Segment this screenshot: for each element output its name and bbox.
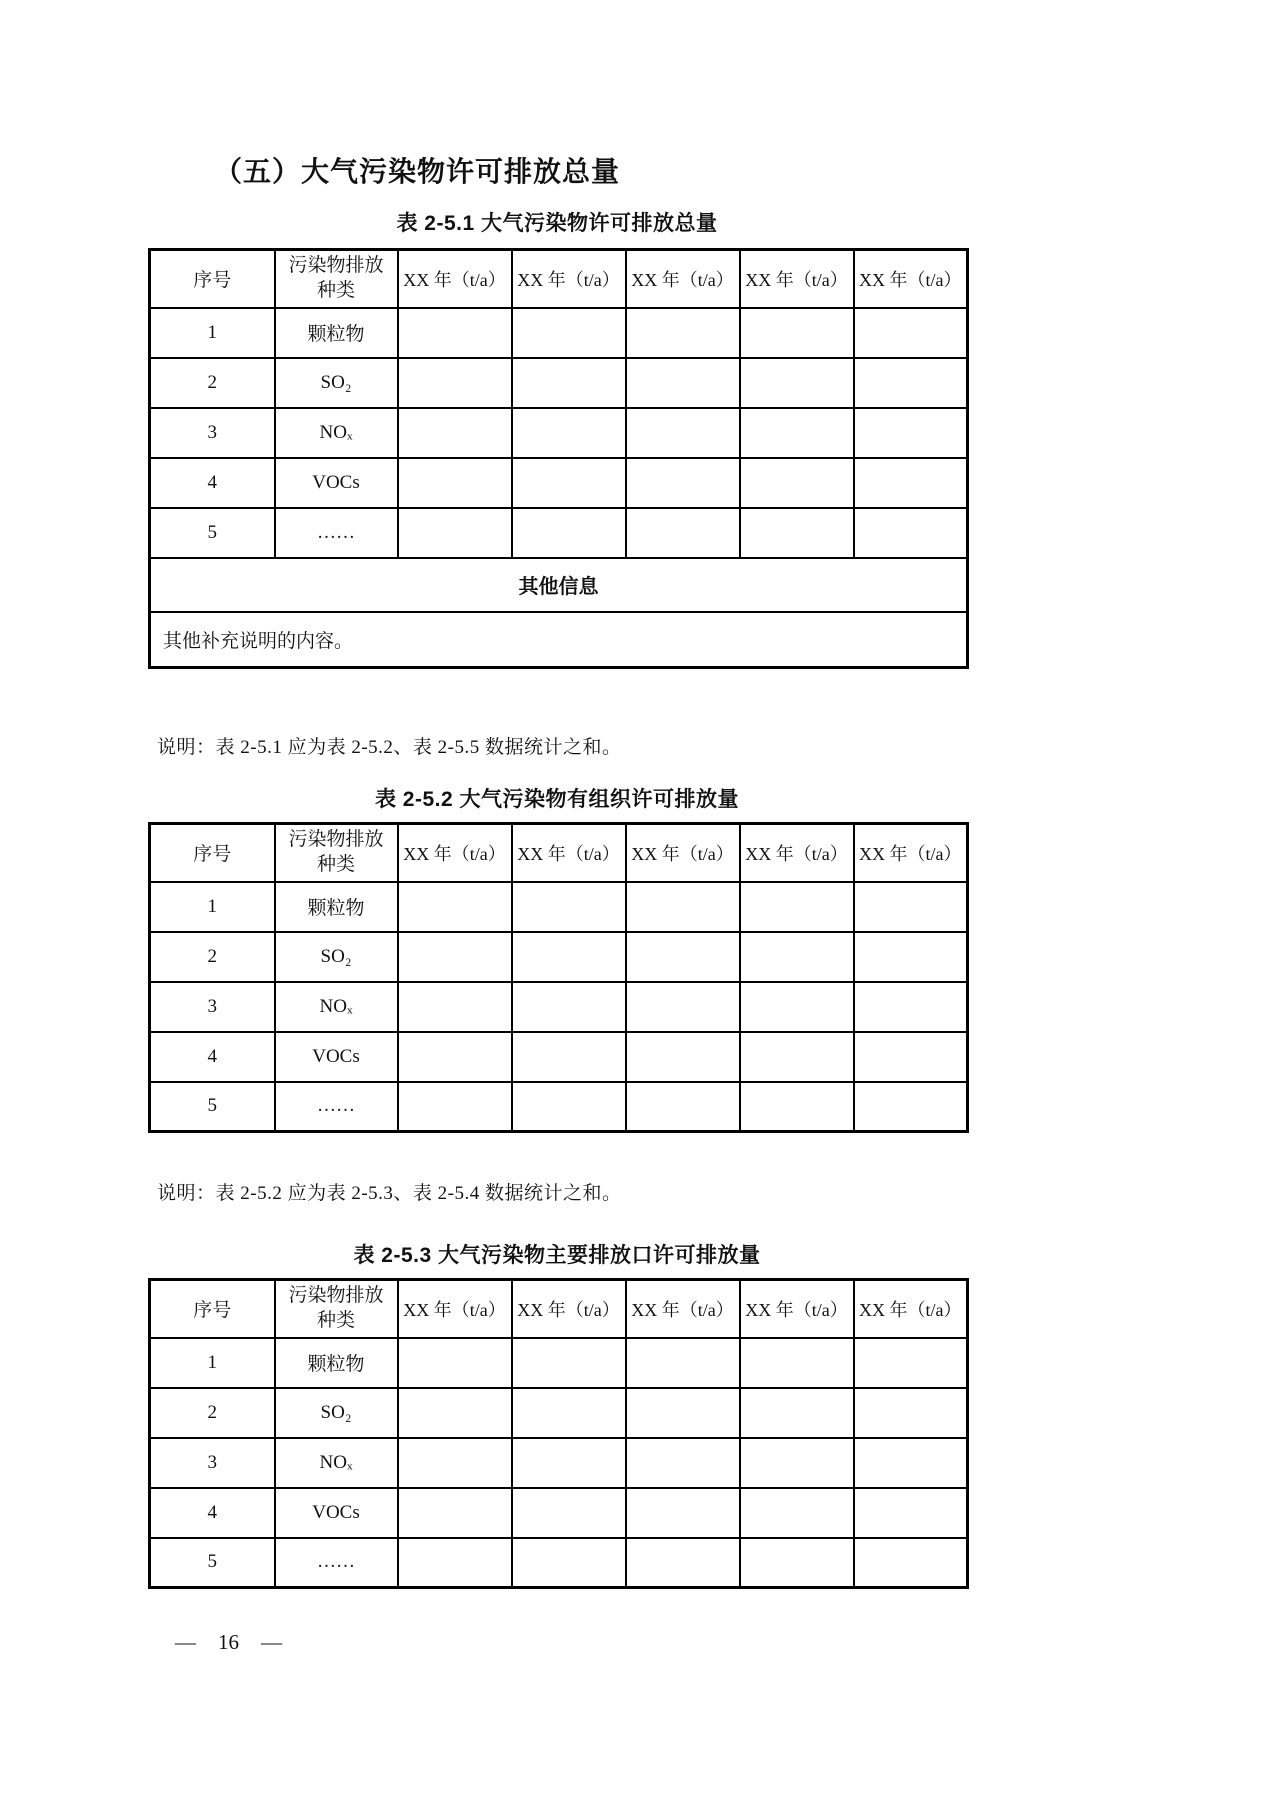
col-year-header: XX 年（t/a） — [740, 1280, 854, 1338]
col-pollutant-header: 污染物排放种类 — [275, 824, 398, 882]
col-pollutant-header: 污染物排放种类 — [275, 1280, 398, 1338]
col-seq-header: 序号 — [150, 1280, 275, 1338]
pollutant-cell: …… — [275, 508, 398, 558]
pollutant-cell: SO₂ — [275, 1388, 398, 1438]
value-cell — [626, 1438, 740, 1488]
value-cell — [512, 1338, 626, 1388]
value-cell — [512, 1082, 626, 1132]
value-cell — [626, 1338, 740, 1388]
pollutant-cell: SO₂ — [275, 932, 398, 982]
seq-cell: 3 — [150, 408, 275, 458]
table-row — [150, 882, 968, 932]
footer-dash-left: — — [175, 1630, 196, 1654]
value-cell — [626, 932, 740, 982]
value-cell — [626, 882, 740, 932]
col-year-header: XX 年（t/a） — [512, 824, 626, 882]
col-year-header: XX 年（t/a） — [854, 1280, 968, 1338]
pollutant-cell: 颗粒物 — [275, 1338, 398, 1388]
value-cell — [626, 308, 740, 358]
value-cell — [626, 1032, 740, 1082]
seq-cell: 1 — [150, 308, 275, 358]
seq-cell: 2 — [150, 358, 275, 408]
value-cell — [740, 1032, 854, 1082]
value-cell — [512, 932, 626, 982]
value-cell — [854, 1538, 968, 1588]
value-cell — [398, 1538, 512, 1588]
value-cell — [512, 1438, 626, 1488]
value-cell — [398, 882, 512, 932]
seq-cell: 2 — [150, 1388, 275, 1438]
other-info-content: 其他补充说明的内容。 — [150, 612, 968, 668]
value-cell — [740, 932, 854, 982]
pollutant-cell: 颗粒物 — [275, 882, 398, 932]
value-cell — [512, 308, 626, 358]
table-row — [150, 1338, 968, 1388]
value-cell — [626, 1388, 740, 1438]
value-cell — [740, 1538, 854, 1588]
value-cell — [740, 458, 854, 508]
table-header-row — [150, 824, 968, 882]
pollutant-cell: …… — [275, 1082, 398, 1132]
col-year-header: XX 年（t/a） — [512, 1280, 626, 1338]
value-cell — [740, 1338, 854, 1388]
value-cell — [740, 1488, 854, 1538]
col-year-header: XX 年（t/a） — [398, 250, 512, 308]
table-2-5-1-title: 表 2-5.1 大气污染物许可排放总量 — [396, 212, 718, 235]
other-info-row — [150, 558, 968, 612]
table-row — [150, 1488, 968, 1538]
value-cell — [854, 308, 968, 358]
value-cell — [854, 1338, 968, 1388]
value-cell — [740, 982, 854, 1032]
table-2-5-3-title: 表 2-5.3 大气污染物主要排放口许可排放量 — [353, 1244, 761, 1267]
value-cell — [854, 932, 968, 982]
table-row — [150, 1082, 968, 1132]
pollutant-cell: 颗粒物 — [275, 308, 398, 358]
value-cell — [854, 882, 968, 932]
col-year-header: XX 年（t/a） — [854, 250, 968, 308]
value-cell — [398, 932, 512, 982]
table-row — [150, 932, 968, 982]
pollutant-cell: NOₓ — [275, 1438, 398, 1488]
seq-cell: 4 — [150, 458, 275, 508]
value-cell — [398, 308, 512, 358]
pollutant-cell: …… — [275, 1538, 398, 1588]
seq-cell: 5 — [150, 508, 275, 558]
col-year-header: XX 年（t/a） — [740, 824, 854, 882]
value-cell — [626, 1538, 740, 1588]
value-cell — [854, 408, 968, 458]
value-cell — [854, 508, 968, 558]
col-pollutant-header: 污染物排放种类 — [275, 250, 398, 308]
value-cell — [512, 1538, 626, 1588]
value-cell — [740, 882, 854, 932]
table-2-5-2-title: 表 2-5.2 大气污染物有组织许可排放量 — [374, 788, 740, 811]
value-cell — [512, 458, 626, 508]
col-year-header: XX 年（t/a） — [398, 1280, 512, 1338]
table-header-row — [150, 1280, 968, 1338]
col-year-header: XX 年（t/a） — [740, 250, 854, 308]
value-cell — [398, 358, 512, 408]
pollutant-cell: VOCs — [275, 1488, 398, 1538]
seq-cell: 5 — [150, 1538, 275, 1588]
value-cell — [854, 1032, 968, 1082]
value-cell — [626, 508, 740, 558]
value-cell — [854, 358, 968, 408]
table-2-5-2 — [148, 822, 969, 1133]
value-cell — [398, 1082, 512, 1132]
col-seq-header: 序号 — [150, 250, 275, 308]
value-cell — [398, 1488, 512, 1538]
table-row — [150, 1438, 968, 1488]
value-cell — [740, 308, 854, 358]
value-cell — [398, 508, 512, 558]
value-cell — [854, 458, 968, 508]
col-year-header: XX 年（t/a） — [398, 824, 512, 882]
pollutant-cell: SO₂ — [275, 358, 398, 408]
section-heading: （五）大气污染物许可排放总量 — [214, 157, 621, 188]
table-2-5-1 — [148, 248, 969, 669]
value-cell — [512, 982, 626, 1032]
seq-cell: 1 — [150, 882, 275, 932]
col-year-header: XX 年（t/a） — [626, 824, 740, 882]
value-cell — [398, 1438, 512, 1488]
value-cell — [512, 882, 626, 932]
seq-cell: 4 — [150, 1488, 275, 1538]
seq-cell: 3 — [150, 1438, 275, 1488]
seq-cell: 5 — [150, 1082, 275, 1132]
value-cell — [512, 1388, 626, 1438]
pollutant-cell: VOCs — [275, 458, 398, 508]
table-row — [150, 358, 968, 408]
value-cell — [854, 1488, 968, 1538]
value-cell — [854, 982, 968, 1032]
other-info-label: 其他信息 — [150, 558, 968, 612]
table-row — [150, 982, 968, 1032]
table-2-5-1-note: 说明：表 2-5.1 应为表 2-5.2、表 2-5.5 数据统计之和。 — [157, 737, 622, 758]
value-cell — [512, 508, 626, 558]
value-cell — [854, 1388, 968, 1438]
value-cell — [740, 508, 854, 558]
value-cell — [398, 1338, 512, 1388]
table-row — [150, 308, 968, 358]
table-header-row — [150, 250, 968, 308]
footer-dash-right: — — [261, 1630, 282, 1654]
value-cell — [512, 408, 626, 458]
value-cell — [398, 1032, 512, 1082]
value-cell — [512, 1488, 626, 1538]
value-cell — [626, 982, 740, 1032]
value-cell — [398, 982, 512, 1032]
value-cell — [626, 408, 740, 458]
value-cell — [740, 1388, 854, 1438]
value-cell — [626, 458, 740, 508]
value-cell — [398, 1388, 512, 1438]
value-cell — [740, 358, 854, 408]
table-row — [150, 1538, 968, 1588]
value-cell — [740, 1438, 854, 1488]
value-cell — [398, 458, 512, 508]
pollutant-cell: NOₓ — [275, 982, 398, 1032]
table-row — [150, 1388, 968, 1438]
seq-cell: 2 — [150, 932, 275, 982]
value-cell — [740, 408, 854, 458]
page-number: 16 — [218, 1630, 239, 1654]
value-cell — [512, 1032, 626, 1082]
table-row — [150, 458, 968, 508]
col-year-header: XX 年（t/a） — [854, 824, 968, 882]
other-info-content-row — [150, 612, 968, 668]
value-cell — [854, 1438, 968, 1488]
table-row — [150, 508, 968, 558]
col-year-header: XX 年（t/a） — [626, 1280, 740, 1338]
value-cell — [626, 358, 740, 408]
value-cell — [512, 358, 626, 408]
pollutant-cell: NOₓ — [275, 408, 398, 458]
seq-cell: 4 — [150, 1032, 275, 1082]
pollutant-cell: VOCs — [275, 1032, 398, 1082]
page-footer — [175, 1630, 282, 1655]
col-year-header: XX 年（t/a） — [512, 250, 626, 308]
table-2-5-2-note: 说明：表 2-5.2 应为表 2-5.3、表 2-5.4 数据统计之和。 — [157, 1183, 622, 1204]
table-2-5-3 — [148, 1278, 969, 1589]
table-row — [150, 408, 968, 458]
table-row — [150, 1032, 968, 1082]
value-cell — [398, 408, 512, 458]
col-seq-header: 序号 — [150, 824, 275, 882]
value-cell — [740, 1082, 854, 1132]
seq-cell: 1 — [150, 1338, 275, 1388]
col-year-header: XX 年（t/a） — [626, 250, 740, 308]
value-cell — [854, 1082, 968, 1132]
value-cell — [626, 1488, 740, 1538]
value-cell — [626, 1082, 740, 1132]
seq-cell: 3 — [150, 982, 275, 1032]
